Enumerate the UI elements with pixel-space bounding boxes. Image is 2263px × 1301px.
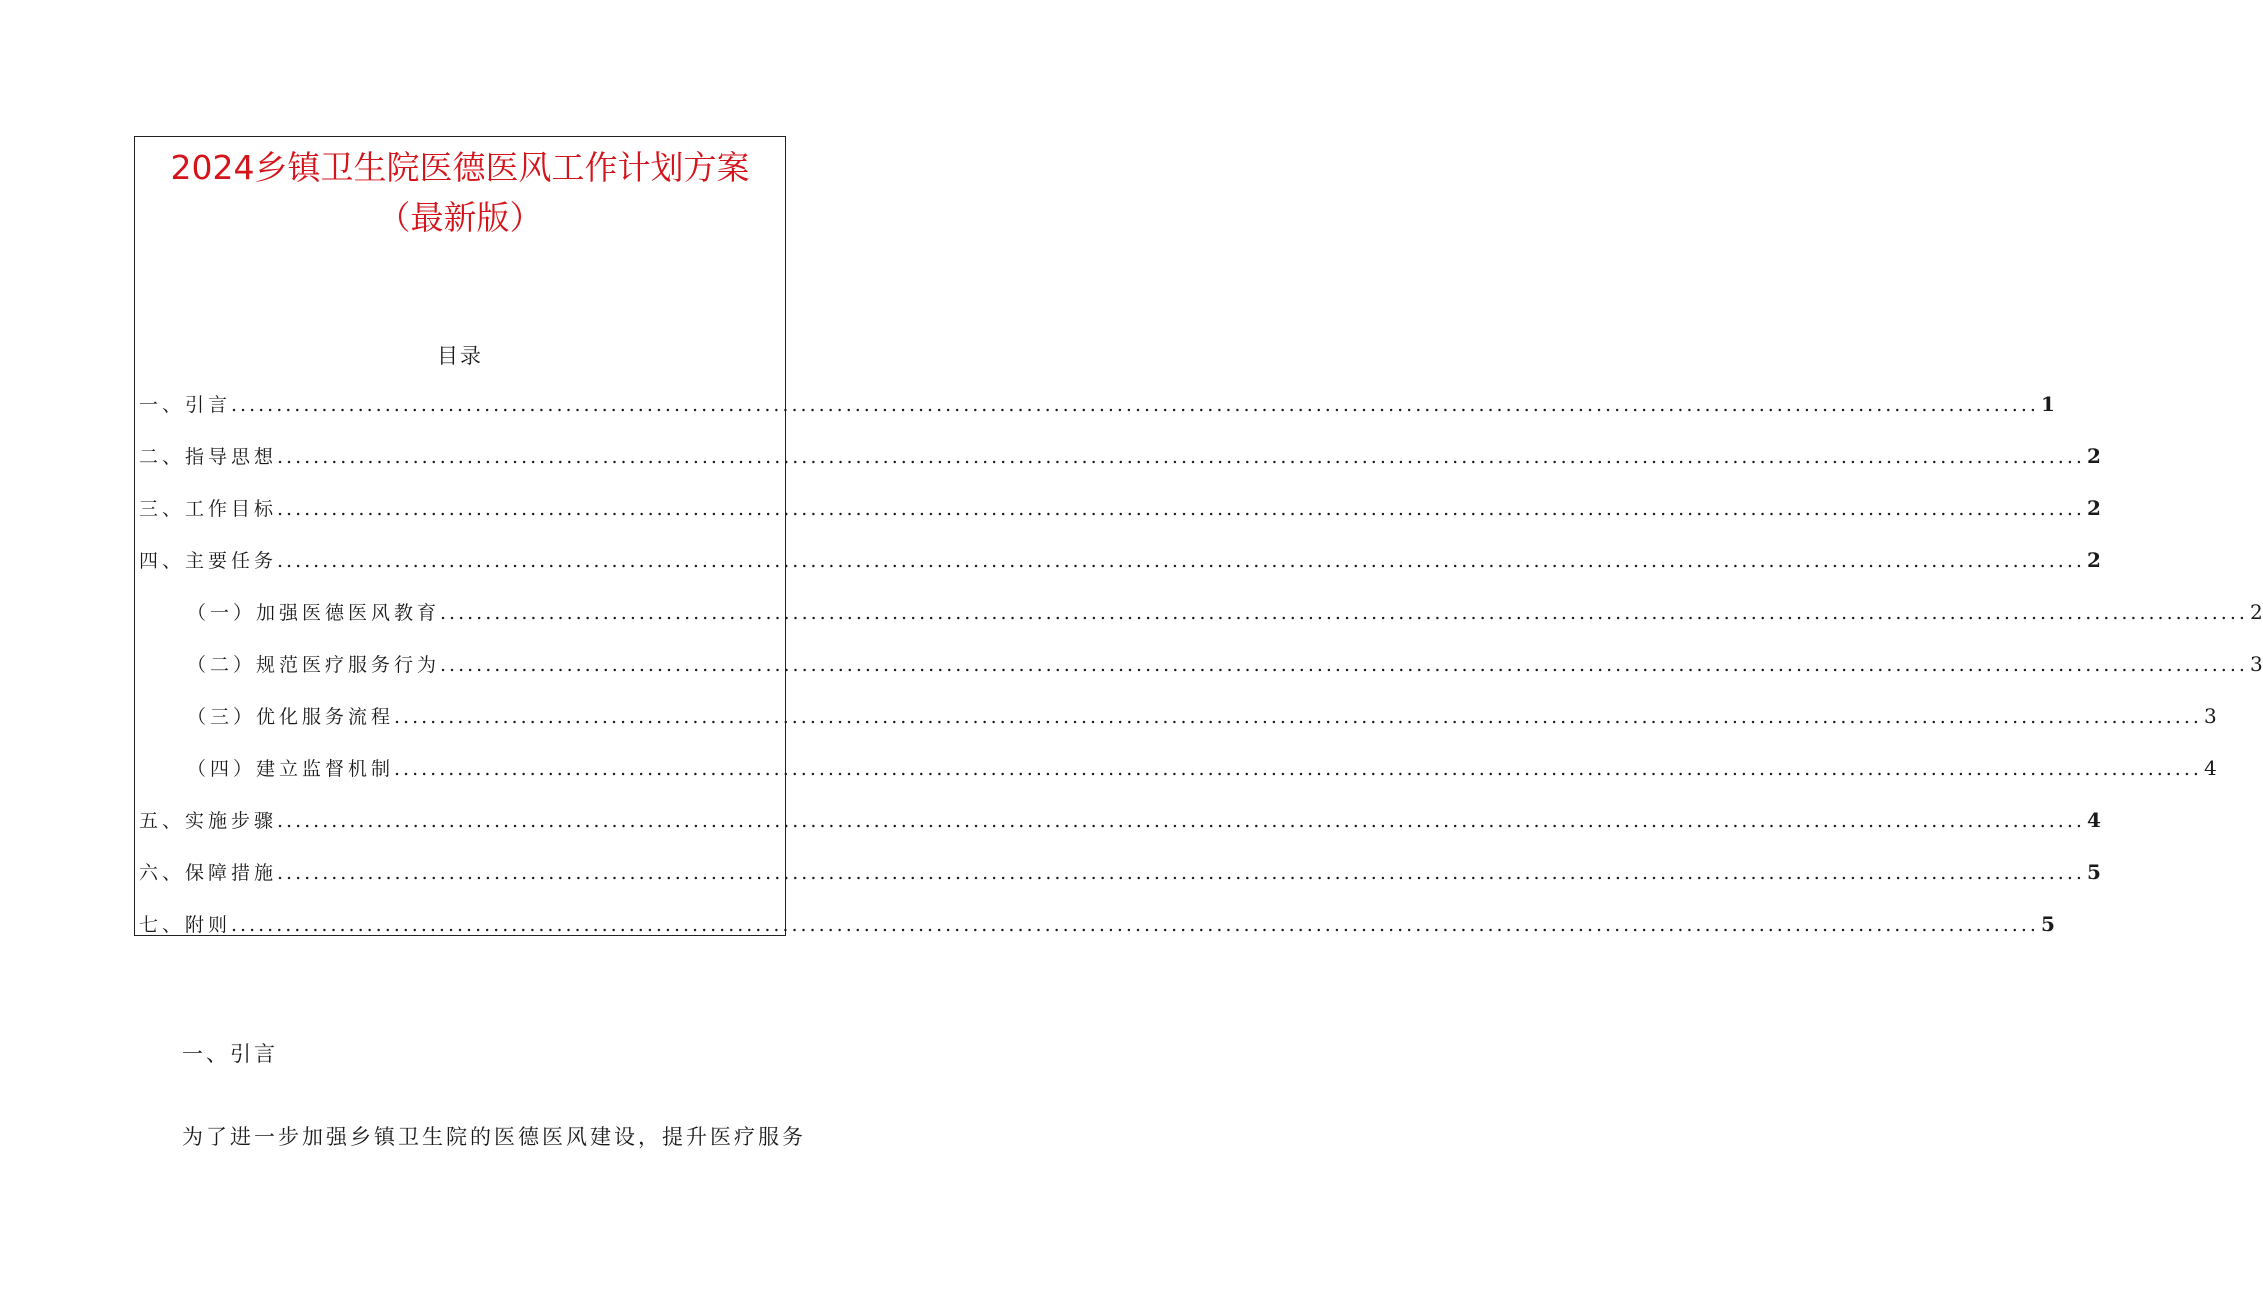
toc-entry[interactable] [139,443,2101,495]
toc-entry-label: 六、保障措施 [139,862,278,884]
toc-entry[interactable] [139,495,2101,547]
toc-entry-page-number: 3 [2203,704,2217,728]
title-toc-frame [134,136,2263,936]
toc-dot-leader: ........................................................................................................................................................................................................ [277,446,2085,468]
toc-entry-label: 三、工作目标 [139,498,278,520]
toc-entry-page-number: 4 [2203,756,2217,780]
toc-dot-leader: ........................................................................................................................................................................................................ [440,654,2248,676]
table-of-contents [139,391,2263,963]
toc-entry-page-number: 5 [2086,860,2101,884]
toc-entry-label: （二）规范医疗服务行为 [187,654,441,676]
toc-entry[interactable] [139,599,2263,651]
document-title-line-2: （最新版） [377,198,543,237]
toc-entry-page-number: 2 [2249,600,2263,624]
toc-entry-page-number: 2 [2086,548,2101,572]
toc-entry[interactable] [139,651,2263,703]
toc-entry-page-number: 3 [2249,652,2263,676]
toc-entry[interactable] [139,391,2055,443]
toc-dot-leader: ........................................................................................................................................................................................................ [231,394,2039,416]
toc-dot-leader: ........................................................................................................................................................................................................ [394,758,2202,780]
toc-heading: 目录 [437,344,483,368]
toc-entry-label: （四）建立监督机制 [187,758,395,780]
toc-entry-label: 二、指导思想 [139,446,278,468]
toc-entry-label: 五、实施步骤 [139,810,278,832]
body-paragraph: 为了进一步加强乡镇卫生院的医德医风建设，提升医疗服务 [182,1125,806,1149]
toc-dot-leader: ........................................................................................................................................................................................................ [277,498,2085,520]
toc-entry-label: 四、主要任务 [139,550,278,572]
toc-dot-leader: ........................................................................................................................................................................................................ [277,550,2085,572]
toc-entry-page-number: 1 [2040,392,2055,416]
section-heading-introduction: 一、引言 [182,1042,278,1066]
toc-dot-leader: ........................................................................................................................................................................................................ [440,602,2248,624]
toc-dot-leader: ........................................................................................................................................................................................................ [277,810,2085,832]
toc-entry[interactable] [139,911,2055,963]
toc-entry[interactable] [139,859,2101,911]
toc-entry[interactable] [139,755,2217,807]
document-title-line-1: 2024乡镇卫生院医德医风工作计划方案 [170,148,750,187]
toc-entry-page-number: 2 [2086,444,2101,468]
toc-entry[interactable] [139,547,2101,599]
toc-entry-page-number: 4 [2086,808,2101,832]
toc-entry[interactable] [139,703,2217,755]
toc-entry-label: （一）加强医德医风教育 [187,602,441,624]
toc-entry-page-number: 5 [2040,912,2055,936]
toc-entry-page-number: 2 [2086,496,2101,520]
toc-dot-leader: ........................................................................................................................................................................................................ [231,914,2039,936]
toc-entry[interactable] [139,807,2101,859]
toc-entry-label: 七、附则 [139,914,232,936]
toc-dot-leader: ........................................................................................................................................................................................................ [394,706,2202,728]
document-title [135,143,785,243]
toc-entry-label: （三）优化服务流程 [187,706,395,728]
toc-dot-leader: ........................................................................................................................................................................................................ [277,862,2085,884]
toc-entry-label: 一、引言 [139,394,232,416]
